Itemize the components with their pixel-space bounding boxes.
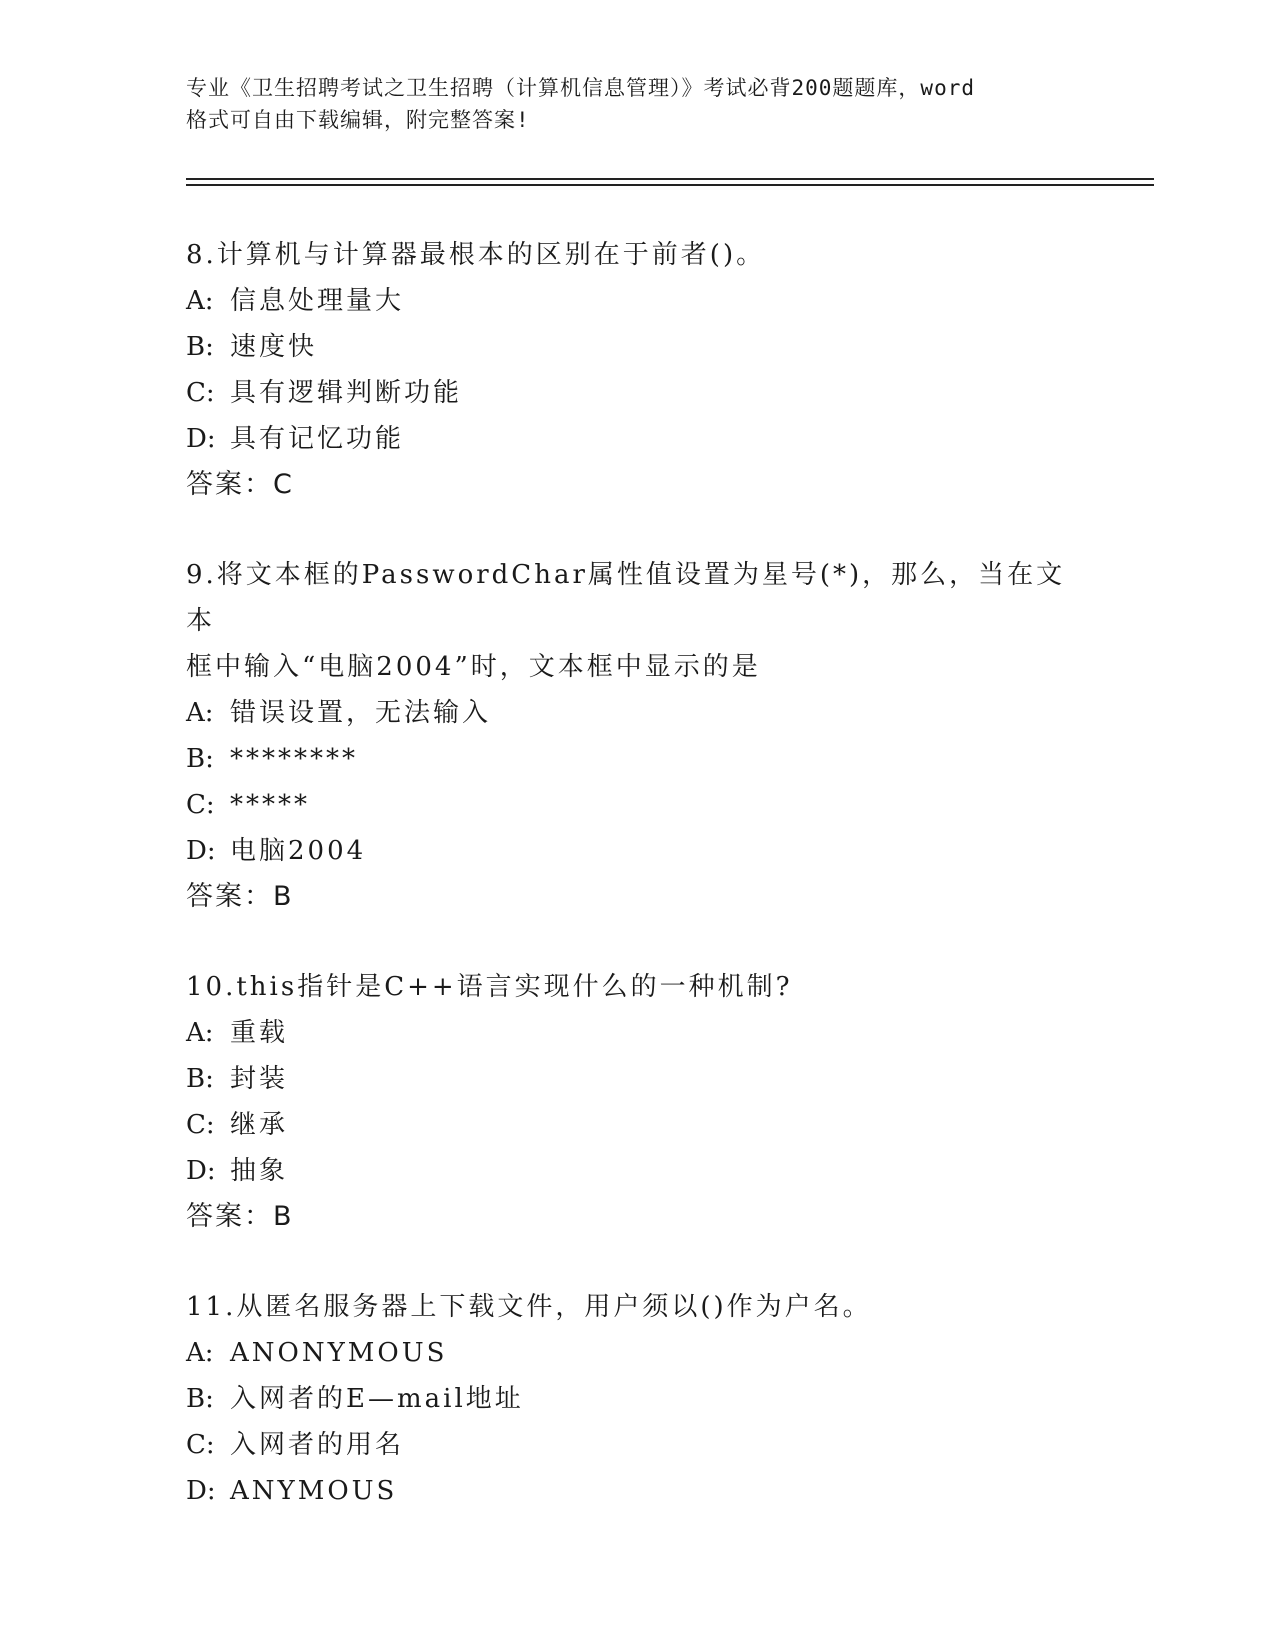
question-item [186, 1284, 1086, 1514]
option-text: 封装 [230, 1064, 289, 1094]
option-c [186, 1422, 1086, 1468]
question-item [186, 232, 1086, 508]
option-letter: C: [186, 790, 215, 820]
option-letter: D: [186, 1156, 216, 1186]
option-letter: D: [186, 424, 216, 454]
option-letter: A: [186, 1338, 214, 1368]
option-d [186, 416, 1086, 462]
option-text: ***** [230, 790, 310, 820]
option-b [186, 736, 1086, 782]
option-a [186, 278, 1086, 324]
option-d [186, 828, 1086, 874]
option-letter: A: [186, 1018, 214, 1048]
header-line-1: 专业《卫生招聘考试之卫生招聘（计算机信息管理）》考试必背200题题库，word [186, 76, 975, 100]
option-letter: B: [186, 1064, 214, 1094]
option-text: ******** [230, 744, 358, 774]
option-text: ANONYMOUS [230, 1338, 448, 1368]
option-b [186, 1056, 1086, 1102]
option-letter: B: [186, 1384, 214, 1414]
option-letter: B: [186, 332, 214, 362]
option-text: 继承 [230, 1110, 289, 1140]
option-text: 抽象 [230, 1156, 289, 1186]
option-text: 信息处理量大 [230, 286, 405, 316]
option-letter: C: [186, 378, 215, 408]
option-d [186, 1148, 1086, 1194]
question-answer: 答案：B [186, 1201, 294, 1232]
option-a [186, 1010, 1086, 1056]
option-text: 入网者的用名 [230, 1430, 405, 1460]
option-text: 具有逻辑判断功能 [230, 378, 463, 408]
option-text: 电脑2004 [230, 836, 367, 866]
option-text: 错误设置，无法输入 [230, 698, 492, 728]
question-stem: 10.this指针是C++语言实现什么的一种机制? [186, 972, 793, 1002]
question-stem: 9.将文本框的PasswordChar属性值设置为星号(*)，那么，当在文本 框中输入“电脑2004”时，文本框中显示的是 [186, 560, 1066, 682]
question-answer: 答案：B [186, 881, 294, 912]
question-stem: 11.从匿名服务器上下载文件，用户须以()作为户名。 [186, 1292, 872, 1322]
option-letter: B: [186, 744, 214, 774]
option-letter: D: [186, 1476, 216, 1506]
option-c [186, 1102, 1086, 1148]
document-header [186, 72, 1086, 136]
option-d [186, 1468, 1086, 1514]
option-text: ANYMOUS [230, 1476, 398, 1506]
question-stem: 8.计算机与计算器最根本的区别在于前者()。 [186, 240, 766, 270]
option-text: 具有记忆功能 [230, 424, 405, 454]
header-line-2: 格式可自由下载编辑，附完整答案! [186, 108, 530, 132]
option-letter: A: [186, 698, 214, 728]
option-letter: D: [186, 836, 216, 866]
option-text: 速度快 [230, 332, 318, 362]
option-b [186, 324, 1086, 370]
option-b [186, 1376, 1086, 1422]
option-text: 入网者的E—mail地址 [230, 1384, 524, 1414]
question-item [186, 964, 1086, 1240]
header-divider-bottom [186, 184, 1154, 186]
option-letter: A: [186, 286, 214, 316]
option-a [186, 690, 1086, 736]
option-c [186, 782, 1086, 828]
option-text: 重载 [230, 1018, 289, 1048]
option-letter: C: [186, 1110, 215, 1140]
question-item [186, 552, 1086, 920]
question-answer: 答案：C [186, 469, 294, 500]
option-c [186, 370, 1086, 416]
header-divider-top [186, 178, 1154, 180]
option-a [186, 1330, 1086, 1376]
option-letter: C: [186, 1430, 215, 1460]
question-list [186, 232, 1086, 1558]
